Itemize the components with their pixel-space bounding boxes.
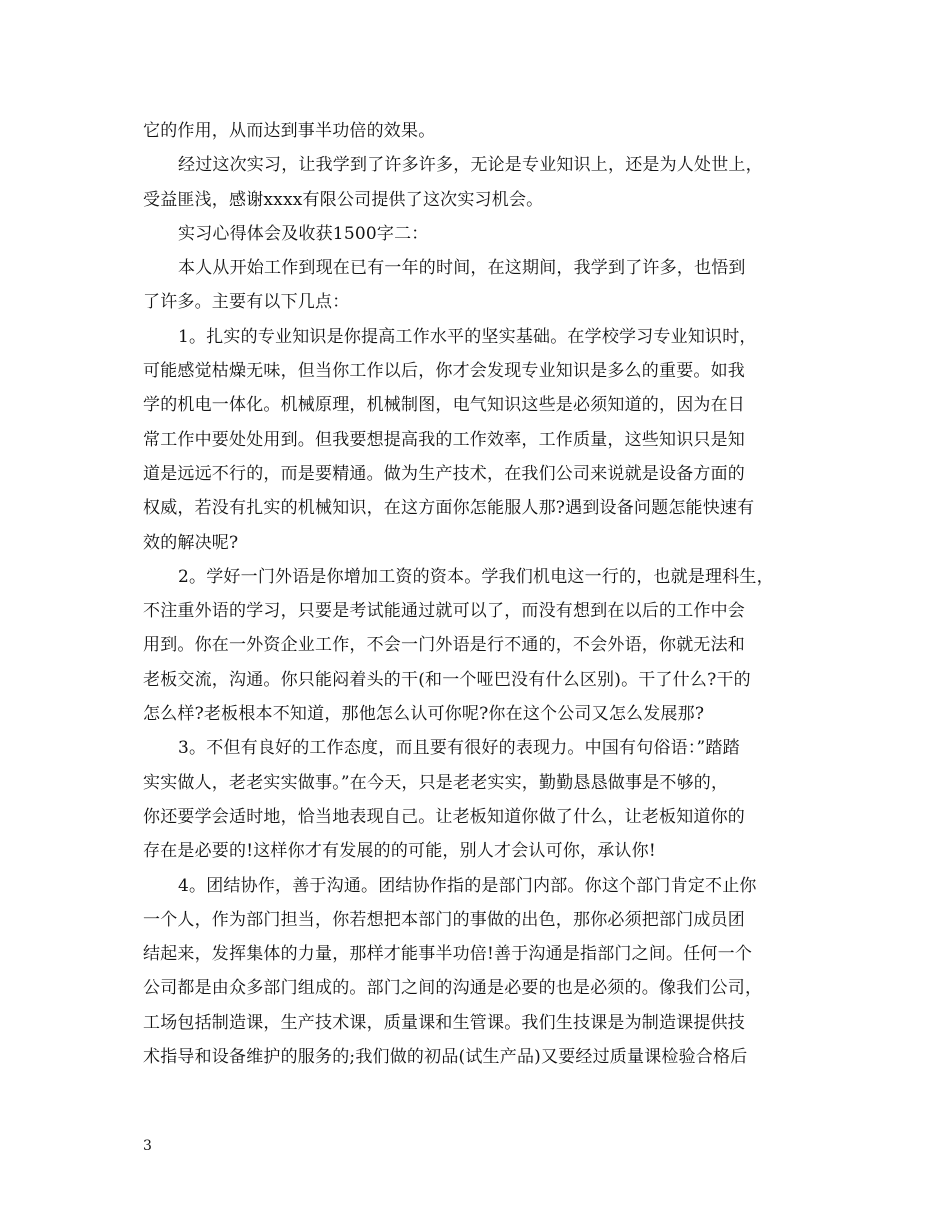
text-line: 学的机电一体化。机械原理，机械制图，电气知识这些是必须知道的，因为在日 <box>143 395 745 416</box>
text-line: 本人从开始工作到现在已有一年的时间，在这期间，我学到了许多，也悟到 <box>178 258 746 279</box>
text-line: 受益匪浅，感谢xxxx有限公司提供了这次实习机会。 <box>143 189 544 210</box>
text-line: 用到。你在一外资企业工作，不会一门外语是行不通的，不会外语，你就无法和 <box>143 635 745 656</box>
text-line: 工场包括制造课，生产技术课，质量课和生管课。我们生技课是为制造课提供技 <box>143 1012 745 1033</box>
text-line: 存在是必要的!这样你才有发展的的可能，别人才会认可你，承认你! <box>143 841 656 862</box>
text-line: 结起来，发挥集体的力量，那样才能事半功倍!善于沟通是指部门之间。任何一个 <box>143 944 753 965</box>
text-line: 经过这次实习，让我学到了许多许多，无论是专业知识上，还是为人处世上， <box>178 155 763 176</box>
text-line: 术指导和设备维护的服务的;我们做的初品(试生产品)又要经过质量课检验合格后 <box>143 1047 748 1068</box>
text-line: 4。团结协作，善于沟通。团结协作指的是部门内部。你这个部门肯定不止你 <box>178 875 757 896</box>
text-line: 权威，若没有扎实的机械知识，在这方面你怎能服人那?遇到设备问题怎能快速有 <box>143 498 755 519</box>
text-line: 不注重外语的学习，只要是考试能通过就可以了，而没有想到在以后的工作中会 <box>143 601 745 622</box>
text-line: 一个人，作为部门担当，你若想把本部门的事做的出色，那你必须把部门成员团 <box>143 909 745 930</box>
text-line: 常工作中要处处用到。但我要想提高我的工作效率，工作质量，这些知识只是知 <box>143 429 745 450</box>
text-line: 实实做人，老老实实做事。”在今天，只是老老实实，勤勤恳恳做事是不够的， <box>143 772 729 793</box>
text-line: 道是远远不行的，而是要精通。做为生产技术，在我们公司来说就是设备方面的 <box>143 463 745 484</box>
text-line: 2。学好一门外语是你增加工资的资本。学我们机电这一行的，也就是理科生， <box>178 566 774 587</box>
text-line: 公司都是由众多部门组成的。部门之间的沟通是必要的也是必须的。像我们公司， <box>143 978 763 999</box>
text-line: 你还要学会适时地，恰当地表现自己。让老板知道你做了什么，让老板知道你的 <box>143 806 745 827</box>
text-line: 实习心得体会及收获1500字二： <box>178 223 429 244</box>
text-line: 怎么样?老板根本不知道，那他怎么认可你呢?你在这个公司又怎么发展那? <box>143 704 705 725</box>
page-number: 3 <box>143 1138 152 1154</box>
text-line: 效的解决呢? <box>143 532 239 553</box>
text-line: 1。扎实的专业知识是你提高工作水平的坚实基础。在学校学习专业知识时， <box>178 326 757 347</box>
body-text <box>143 114 811 1074</box>
text-line: 了许多。主要有以下几点： <box>143 292 350 313</box>
text-line: 它的作用，从而达到事半功倍的效果。 <box>143 121 436 141</box>
text-line: 可能感觉枯燥无味，但当你工作以后，你才会发现专业知识是多么的重要。如我 <box>143 361 745 382</box>
text-line: 3。不但有良好的工作态度，而且要有很好的表现力。中国有句俗语：”踏踏 <box>178 738 740 759</box>
text-line: 老板交流，沟通。你只能闷着头的干(和一个哑巴没有什么区别)。干了什么?干的 <box>143 669 751 690</box>
